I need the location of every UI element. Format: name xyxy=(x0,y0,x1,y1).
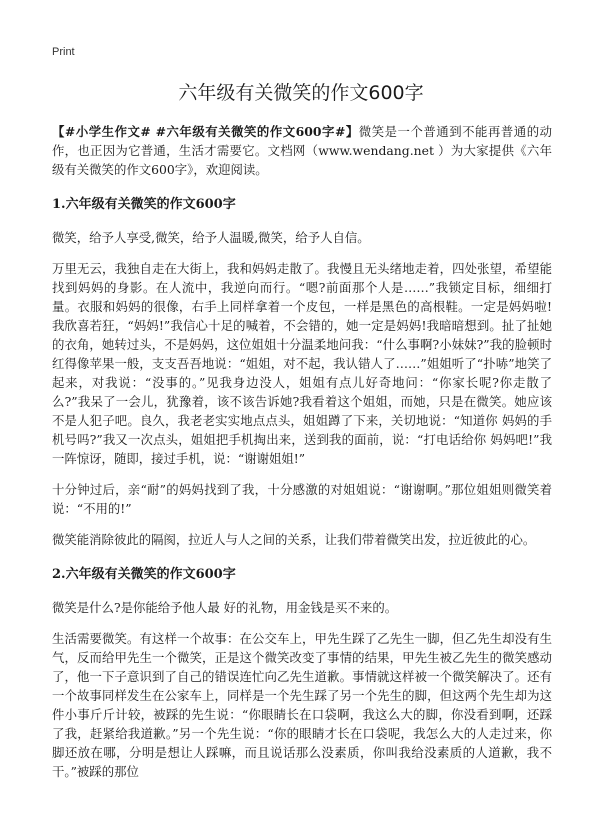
intro-paragraph xyxy=(52,122,552,179)
intro-text: 微笑是一个普通到不能再普通的动作，也正因为它普通，生活才需要它。文档网（www.wendang.net ）为大家提供《六年级有关微笑的作文600字》，欢迎阅读。 xyxy=(52,124,552,177)
document-title: 六年级有关微笑的作文600字 xyxy=(178,82,424,104)
print-label: Print xyxy=(52,46,75,58)
body-paragraph: 万里无云，我独自走在大街上，我和妈妈走散了。我慢且无头绪地走着，四处张望，希望能找到妈妈的身影。在人流中，我逆向而行。“嗯?前面那个人是……”我锁定目标，细细打量。衣服和妈妈的很像，右手上同样拿着一个皮包，一样是黑色的高根鞋。一定是妈妈啦!我欣喜若狂，“妈妈!”我信心十足的喊着，不会错的，她一定是妈妈!我暗暗想到。扯了扯她的衣角，她转过头，不是妈妈，这位姐姐十分温柔地问我：“什么事啊?小妹妹?”我的脸顿时红得像苹果一般，支支吾吾地说：“姐姐，对不起，我认错人了……”姐姐听了“扑哧”地笑了起来，对我说：“没事的。”见我身边没人，姐姐有点儿好奇地问：“你家长呢?你走散了么?”我呆了一会儿，犹豫着，该不该告诉她?我看着这个姐姐，而她，只是在微笑。她应该不是人犯子吧。良久，我老老实实地点点头，姐姐蹲了下来，关切地说：“知道你 妈妈的手机号吗?”我又一次点头，姐姐把手机掏出来，送到我的面前，说：“打电话给你 妈妈吧!”我一阵惊讶，随即，接过手机，说：“谢谢姐姐!” xyxy=(52,261,552,466)
body-paragraph: 生活需要微笑。有这样一个故事：在公交车上，甲先生踩了乙先生一脚，但乙先生却没有生气，反而给甲先生一个微笑，正是这个微笑改变了事情的结果，甲先生被乙先生的微笑感动了，他一下子意识到了自己的错误连忙向乙先生道歉。事情就这样被一个微笑解决了。还有一个故事同样发生在公家车上，同样是一个先生踩了另一个先生的脚，但这两个先生却为这件小事斤斤计较，被踩的先生说：“你眼睛长在口袋啊，我这么大的脚，你没看到啊，还踩了我，赶紧给我道歉。”另一个先生说：“你的眼睛才长在口袋呢，我怎么大的人走过来，你脚还放在哪，分明是想让人踩嘛，而且说话那么没素质，你叫我给没素质的人道歉，我不干。”被踩的那位 xyxy=(52,631,552,779)
section-heading: 1.六年级有关微笑的作文600字 xyxy=(52,197,236,212)
section-heading: 2.六年级有关微笑的作文600字 xyxy=(52,567,236,582)
document-body xyxy=(52,122,552,793)
body-paragraph: 微笑是什么?是你能给予他人最 好的礼物，用金钱是买不来的。 xyxy=(52,600,398,615)
body-paragraph: 微笑，给予人享受,微笑，给予人温暖,微笑，给予人自信。 xyxy=(52,230,370,245)
intro-tag: 【#小学生作文# #六年级有关微笑的作文600字#】 xyxy=(52,124,359,139)
body-paragraph: 十分钟过后，亲“耐”的妈妈找到了我，十分感激的对姐姐说：“谢谢啊。”那位姐姐则微笑着说：“不用的!” xyxy=(52,482,552,516)
body-paragraph: 微笑能消除彼此的隔阂，拉近人与人之间的关系，让我们带着微笑出发，拉近彼此的心。 xyxy=(52,532,536,547)
